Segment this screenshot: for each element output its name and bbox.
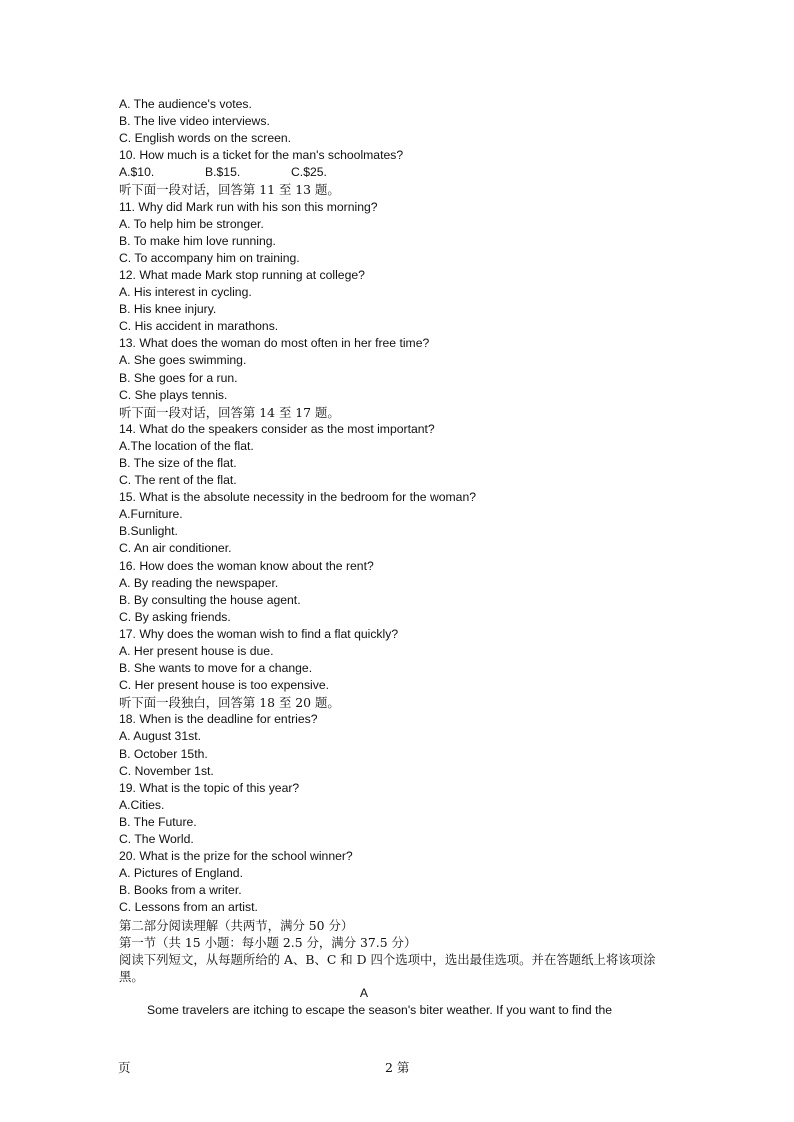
option-line: C. Her present house is too expensive. bbox=[119, 678, 330, 693]
option-line: C. By asking friends. bbox=[119, 609, 231, 624]
question-17: 17. Why does the woman wish to find a flat quickly? bbox=[119, 626, 399, 641]
option-line: C. November 1st. bbox=[119, 763, 214, 778]
option-line: B. Books from a writer. bbox=[119, 883, 242, 898]
option-line: A.Cities. bbox=[119, 797, 165, 812]
option-b: B.$15. bbox=[205, 165, 241, 180]
part-heading: 第二部分阅读理解（共两节，满分 50 分） bbox=[119, 917, 354, 933]
section-heading: 第一节（共 15 小题：每小题 2.5 分，满分 37.5 分） bbox=[119, 934, 417, 950]
option-a: A.$10. bbox=[119, 165, 155, 180]
option-line: B. She wants to move for a change. bbox=[119, 661, 313, 676]
option-line: A. August 31st. bbox=[119, 729, 201, 744]
question-15: 15. What is the absolute necessity in the bedroom for the woman? bbox=[119, 490, 477, 505]
reading-instruction: 阅读下列短文，从每题所给的 A、B、C 和 D 四个选项中，选出最佳选项。并在答题纸上将该项涂黑。 bbox=[119, 951, 656, 984]
page-number: 2 第 bbox=[385, 1060, 410, 1075]
option-line: C. The World. bbox=[119, 832, 194, 847]
option-line: C. To accompany him on training. bbox=[119, 250, 300, 265]
option-line: B. His knee injury. bbox=[119, 302, 217, 317]
question-14: 14. What do the speakers consider as the most important? bbox=[119, 421, 435, 436]
option-line: C. An air conditioner. bbox=[119, 541, 232, 556]
option-line: B. By consulting the house agent. bbox=[119, 592, 301, 607]
question-13: 13. What does the woman do most often in her free time? bbox=[119, 336, 430, 351]
option-line: C. She plays tennis. bbox=[119, 387, 228, 402]
q10-options bbox=[119, 164, 679, 181]
page-footer bbox=[0, 1058, 794, 1078]
option-line: A. She goes swimming. bbox=[119, 353, 247, 368]
section-instruction: 听下面一段独白，回答第 18 至 20 题。 bbox=[119, 695, 340, 711]
option-line: A.Furniture. bbox=[119, 507, 183, 522]
question-12: 12. What made Mark stop running at college? bbox=[119, 267, 365, 282]
option-line: A. Pictures of England. bbox=[119, 866, 243, 881]
section-instruction: 听下面一段对话，回答第 11 至 13 题。 bbox=[119, 182, 340, 198]
option-line: C. The rent of the flat. bbox=[119, 473, 237, 488]
page-content bbox=[119, 96, 679, 1019]
question-10: 10. How much is a ticket for the man's schoolmates? bbox=[119, 148, 404, 163]
option-line: A. The audience's votes. bbox=[119, 97, 252, 111]
option-c: C.$25. bbox=[291, 165, 327, 180]
option-line: A. Her present house is due. bbox=[119, 644, 274, 658]
passage-label: A bbox=[359, 985, 369, 1000]
option-line: C. His accident in marathons. bbox=[119, 319, 279, 334]
question-11: 11. Why did Mark run with his son this morning? bbox=[119, 199, 378, 214]
option-line: C. English words on the screen. bbox=[119, 131, 292, 146]
footer-left: 页 bbox=[118, 1060, 131, 1075]
option-line: B. She goes for a run. bbox=[119, 370, 238, 385]
option-line: B. The live video interviews. bbox=[119, 114, 270, 129]
question-19: 19. What is the topic of this year? bbox=[119, 780, 300, 795]
option-line: A.The location of the flat. bbox=[119, 438, 254, 453]
question-16: 16. How does the woman know about the rent? bbox=[119, 558, 374, 573]
question-18: 18. When is the deadline for entries? bbox=[119, 712, 318, 727]
option-line: A. His interest in cycling. bbox=[119, 285, 252, 300]
option-line: B. The size of the flat. bbox=[119, 455, 237, 470]
section-instruction: 听下面一段对话，回答第 14 至 17 题。 bbox=[119, 404, 340, 420]
passage-text: Some travelers are itching to escape the season's biter weather. If you want to find the bbox=[147, 1002, 613, 1017]
option-line: C. Lessons from an artist. bbox=[119, 900, 258, 915]
option-line: B.Sunlight. bbox=[119, 524, 178, 539]
question-20: 20. What is the prize for the school winner? bbox=[119, 849, 353, 864]
option-line: A. To help him be stronger. bbox=[119, 216, 264, 231]
option-line: B. The Future. bbox=[119, 814, 197, 829]
option-line: A. By reading the newspaper. bbox=[119, 575, 279, 590]
option-line: B. To make him love running. bbox=[119, 233, 276, 248]
option-line: B. October 15th. bbox=[119, 746, 208, 761]
